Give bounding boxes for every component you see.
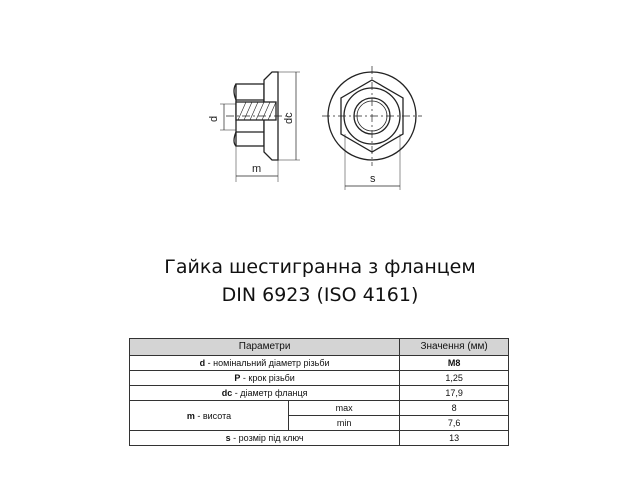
param-symbol: s [225, 433, 231, 443]
param-cell [130, 371, 400, 386]
table-row [130, 356, 509, 371]
sub-label-min: min [289, 416, 400, 431]
header-parameters: Параметри [130, 339, 400, 356]
param-desc: - номінальний діаметр різьби [205, 358, 330, 368]
value-cell: 8 [400, 401, 509, 416]
title-block [0, 256, 640, 306]
header-values: Значення (мм) [400, 339, 509, 356]
table-row [130, 371, 509, 386]
dim-label-m: m [252, 163, 262, 175]
parameters-table [129, 338, 509, 446]
table-row [130, 386, 509, 401]
value-cell: 17,9 [400, 386, 509, 401]
dim-label-dc: dc [283, 112, 295, 124]
sub-label-max: max [289, 401, 400, 416]
table-header-row [130, 339, 509, 356]
param-cell [130, 431, 400, 446]
param-cell [130, 386, 400, 401]
param-desc: - крок різьби [240, 373, 295, 383]
dim-label-s: s [370, 173, 376, 185]
param-symbol: d [199, 358, 206, 368]
title-standard: DIN 6923 (ISO 4161) [221, 284, 419, 306]
param-symbol: m [186, 410, 195, 421]
value-cell: 7,6 [400, 416, 509, 431]
param-desc: - розмір під ключ [230, 433, 304, 443]
param-cell [130, 356, 400, 371]
table-row [130, 401, 509, 416]
dim-label-d: d [208, 115, 220, 122]
param-cell [130, 401, 289, 431]
value-cell: M8 [400, 356, 509, 371]
table-row [130, 431, 509, 446]
front-view [322, 66, 422, 190]
param-symbol: dc [221, 388, 233, 398]
value-cell: 1,25 [400, 371, 509, 386]
value-cell: 13 [400, 431, 509, 446]
param-symbol: P [234, 373, 241, 383]
title-main: Гайка шестигранна з фланцем [164, 256, 476, 278]
param-desc: - висота [194, 410, 232, 421]
param-desc: - діаметр фланця [232, 388, 308, 398]
